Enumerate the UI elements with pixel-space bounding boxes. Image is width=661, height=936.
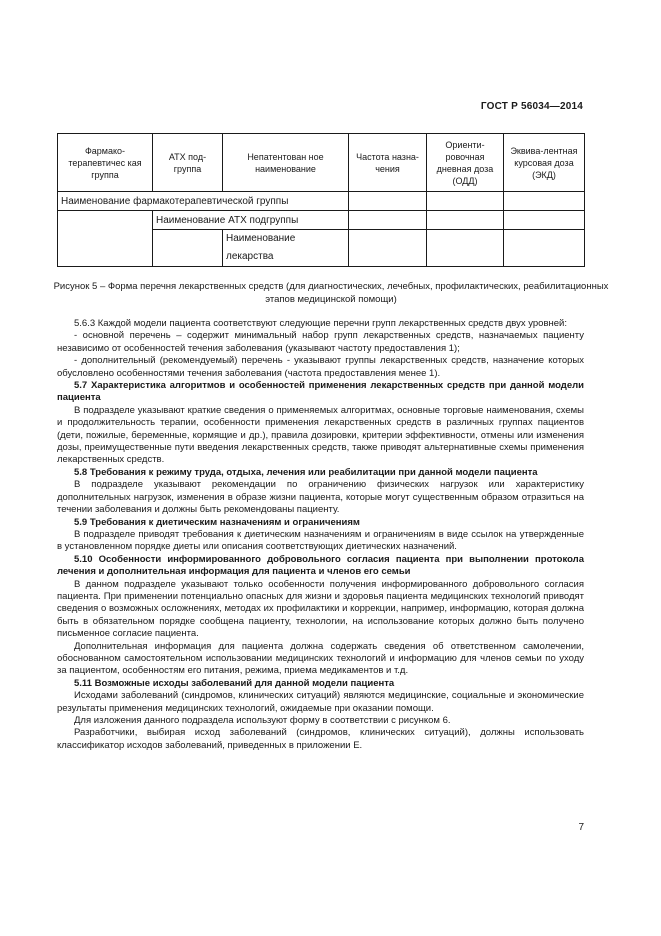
table-cell (427, 192, 504, 211)
paragraph-5-11-c: Разработчики, выбирая исход заболеваний (синдромов, клинических ситуаций), должны использовать классификатор исходов заболеваний, приведенных в приложении Е. (57, 727, 584, 751)
page-number: 7 (578, 822, 584, 833)
section-heading-5-7: 5.7 Характеристика алгоритмов и особенностей применения лекарственных средств при данной модели пациента (57, 380, 584, 404)
paragraph-5-11-a: Исходами заболеваний (синдромов, клинических ситуаций) являются медицинские, социальные и экономические результаты применения медицинских технологий, ожидаемые при оказании помощи. (57, 690, 584, 714)
col-header-atc-subgroup: АТХ под-группа (153, 134, 223, 192)
list-item-main-list: - основной перечень – содержит минимальный набор групп лекарственных средств, назначаемых пациенту независимо от особенностей течения заболевания (указывают частоту предоставления 1); (57, 330, 584, 354)
table-header-row (58, 134, 585, 192)
figure-caption: Рисунок 5 – Форма перечня лекарственных средств (для диагностических, лечебных, профилактических, реабилитационных этапов медицинской помощи) (53, 281, 609, 305)
paragraph-5-6-3: 5.6.3 Каждой модели пациента соответствуют следующие перечни групп лекарственных средств двух уровней: (74, 318, 567, 329)
document-body (57, 318, 584, 752)
section-heading-5-11: 5.11 Возможные исходы заболеваний для данной модели пациента (74, 677, 395, 689)
cell-subgroup-name: Наименование АТХ подгруппы (153, 211, 349, 230)
standard-code: ГОСТ Р 56034—2014 (480, 101, 583, 112)
table-cell (58, 211, 153, 267)
list-item-additional-list: - дополнительный (рекомендуемый) перечень - указывают группы лекарственных средств, назначение которых обусловлено особенностями течения заболевания (частота предоставления менее 1). (57, 355, 584, 379)
table-cell (504, 230, 585, 267)
col-header-course-dose: Эквива-лентная курсовая доза (ЭКД) (504, 134, 585, 192)
drug-list-form-table (57, 133, 585, 267)
paragraph-5-7: В подразделе указывают краткие сведения о применяемых алгоритмах, основные торговые наименования, схемы и продолжительность терапии, особенности применения лекарственных средств в различных группах пациентов (дети, пожилые, беременные, кормящие и др.), правила дозировки, критерии эффективности, отмены или изменения дозы, преимущественные пути введения лекарственных средств, также приводят альтернативные схемы применения лекарственных средств. (57, 404, 584, 466)
paragraph-5-9: В подразделе приводят требования к диетическим назначениям и ограничениям в виде ссылок на утвержденные в установленном порядке диеты или описания соответствующих диетических назначений. (57, 528, 584, 553)
col-header-daily-dose: Ориенти-ровочная дневная доза (ОДД) (427, 134, 504, 192)
col-header-pharmaco-group: Фармако-терапевтичес кая группа (58, 134, 153, 192)
col-header-frequency: Частота назна-чения (349, 134, 427, 192)
table-cell (153, 230, 223, 267)
table-cell (349, 211, 427, 230)
table-row-subgroup (58, 211, 585, 230)
cell-drug-name: Наименование лекарства (223, 230, 349, 267)
table-cell (504, 192, 585, 211)
paragraph-5-11-b: Для изложения данного подраздела используют форму в соответствии с рисунком 6. (74, 715, 451, 726)
section-heading-5-8: 5.8 Требования к режиму труда, отдыха, лечения или реабилитации при данной модели пациента (74, 466, 538, 478)
paragraph-5-8: В подразделе указывают рекомендации по ограничению физических нагрузок или характеристику дополнительных нагрузок, изменения в образе жизни пациента, которые могут существенным образом отразиться на течении заболевания и должны быть рекомендованы пациенту. (57, 479, 584, 516)
cell-group-name: Наименование фармакотерапевтической группы (58, 192, 349, 211)
table-cell (504, 211, 585, 230)
paragraph-5-10-b: Дополнительная информация для пациента должна содержать сведения об ответственном самолечении, обоснованном самостоятельном использовании медицинских технологий и информацию для членов семьи по уходу за пациентом, особенностям его питания, режима, приема медикаментов и т.д. (57, 640, 584, 677)
section-heading-5-9: 5.9 Требования к диетическим назначениям и ограничениям (74, 516, 360, 528)
col-header-inn: Непатентован ное наименование (223, 134, 349, 192)
paragraph-5-10-a: В данном подразделе указывают только особенности получения информированного добровольного согласия пациента. При применении потенциально опасных для жизни и здоровья пациента медицинских технологий приводят сведения о возможных осложнениях, методах их профилактики и коррекции, например, информацию, которая должна быть в обязательном порядке сообщена пациенту, технологии, на использование которых должно быть получено письменное согласие пациента. (57, 578, 584, 640)
table-cell (349, 192, 427, 211)
table-cell (427, 230, 504, 267)
table-cell (427, 211, 504, 230)
section-heading-5-10: 5.10 Особенности информированного добровольного согласия пациента при выполнении протокола лечения и дополнительная информация для пациента и членов его семьи (57, 553, 584, 578)
table-cell (349, 230, 427, 267)
table-row-group (58, 192, 585, 211)
